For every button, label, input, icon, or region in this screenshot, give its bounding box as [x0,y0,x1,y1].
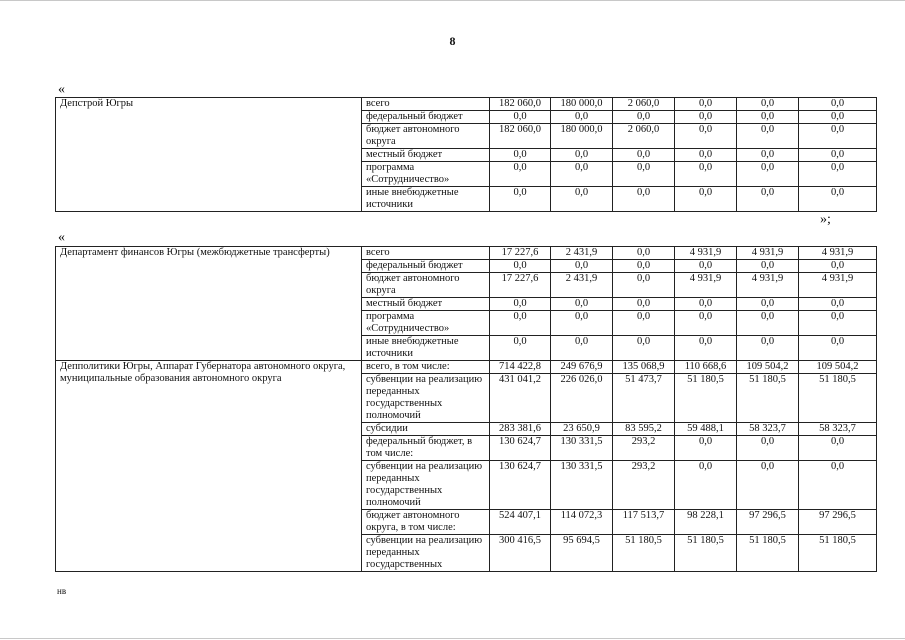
amount-cell: 0,0 [799,298,877,311]
amount-cell: 0,0 [799,436,877,461]
amount-cell: 0,0 [551,298,613,311]
amount-cell: 0,0 [551,187,613,212]
amount-cell: 98 228,1 [675,510,737,535]
amount-cell: 0,0 [799,162,877,187]
amount-cell: 0,0 [737,461,799,510]
amount-cell: 0,0 [613,311,675,336]
amount-cell: 0,0 [737,149,799,162]
amount-cell: 0,0 [613,187,675,212]
amount-cell: 0,0 [490,187,551,212]
amount-cell: 182 060,0 [490,124,551,149]
amount-cell: 0,0 [613,149,675,162]
amount-cell: 51 180,5 [675,535,737,572]
amount-cell: 17 227,6 [490,273,551,298]
table-row [56,98,877,111]
amount-cell: 0,0 [551,162,613,187]
amount-cell: 0,0 [675,298,737,311]
amount-cell: 17 227,6 [490,247,551,260]
amount-cell: 714 422,8 [490,361,551,374]
scan-edge-top [0,0,905,1]
close-quote: »; [820,212,831,227]
amount-cell: 4 931,9 [675,247,737,260]
amount-cell: 0,0 [613,111,675,124]
amount-cell: 0,0 [613,273,675,298]
funding-source: субсидии [362,423,490,436]
amount-cell: 51 180,5 [799,374,877,423]
amount-cell: 23 650,9 [551,423,613,436]
amount-cell: 180 000,0 [551,124,613,149]
open-quote-2: « [58,230,65,245]
amount-cell: 0,0 [551,111,613,124]
funding-source: иные внебюджетные источники [362,187,490,212]
amount-cell: 0,0 [799,98,877,111]
amount-cell: 0,0 [675,461,737,510]
amount-cell: 249 676,9 [551,361,613,374]
funding-source: программа «Сотрудничество» [362,311,490,336]
amount-cell: 0,0 [490,162,551,187]
amount-cell: 130 331,5 [551,436,613,461]
amount-cell: 0,0 [675,336,737,361]
amount-cell: 431 041,2 [490,374,551,423]
amount-cell: 0,0 [799,260,877,273]
funding-source: бюджет автономного округа, в том числе: [362,510,490,535]
amount-cell: 0,0 [551,260,613,273]
amount-cell: 2 431,9 [551,247,613,260]
amount-cell: 0,0 [613,298,675,311]
amount-cell: 130 331,5 [551,461,613,510]
funding-source: программа «Сотрудничество» [362,162,490,187]
amount-cell: 0,0 [737,98,799,111]
amount-cell: 0,0 [799,461,877,510]
amount-cell: 0,0 [737,111,799,124]
amount-cell: 0,0 [737,298,799,311]
amount-cell: 0,0 [799,111,877,124]
amount-cell: 51 180,5 [799,535,877,572]
amount-cell: 135 068,9 [613,361,675,374]
amount-cell: 0,0 [737,162,799,187]
amount-cell: 0,0 [675,187,737,212]
amount-cell: 0,0 [613,336,675,361]
budget-table-depstroy [55,97,877,212]
funding-source: федеральный бюджет, в том числе: [362,436,490,461]
footer-mark: нв [57,586,67,596]
amount-cell: 0,0 [490,311,551,336]
amount-cell: 524 407,1 [490,510,551,535]
amount-cell: 51 473,7 [613,374,675,423]
amount-cell: 4 931,9 [675,273,737,298]
amount-cell: 0,0 [799,311,877,336]
amount-cell: 97 296,5 [737,510,799,535]
organization-name: Департамент финансов Югры (межбюджетные трансферты) [56,247,362,361]
funding-source: всего [362,247,490,260]
amount-cell: 0,0 [551,336,613,361]
amount-cell: 0,0 [490,260,551,273]
amount-cell: 97 296,5 [799,510,877,535]
amount-cell: 4 931,9 [799,247,877,260]
scan-edge-bottom [0,638,905,639]
amount-cell: 0,0 [737,436,799,461]
funding-source: субвенции на реализацию переданных государственных полномочий [362,374,490,423]
amount-cell: 51 180,5 [613,535,675,572]
funding-source: бюджет автономного округа [362,124,490,149]
organization-name: Депстрой Югры [56,98,362,212]
amount-cell: 0,0 [675,149,737,162]
amount-cell: 2 431,9 [551,273,613,298]
budget-table-finance-policy [55,246,877,572]
amount-cell: 109 504,2 [799,361,877,374]
amount-cell: 51 180,5 [737,535,799,572]
amount-cell: 2 060,0 [613,98,675,111]
amount-cell: 0,0 [799,149,877,162]
amount-cell: 110 668,6 [675,361,737,374]
funding-source: федеральный бюджет [362,111,490,124]
amount-cell: 0,0 [737,311,799,336]
table-row [56,247,877,260]
amount-cell: 0,0 [490,298,551,311]
page-number: 8 [449,34,456,48]
amount-cell: 0,0 [551,149,613,162]
amount-cell: 0,0 [737,260,799,273]
amount-cell: 58 323,7 [737,423,799,436]
amount-cell: 0,0 [675,98,737,111]
amount-cell: 130 624,7 [490,436,551,461]
amount-cell: 0,0 [675,162,737,187]
amount-cell: 0,0 [490,149,551,162]
amount-cell: 0,0 [613,162,675,187]
amount-cell: 0,0 [675,436,737,461]
table-row [56,361,877,374]
amount-cell: 4 931,9 [737,247,799,260]
funding-source: федеральный бюджет [362,260,490,273]
funding-source: всего, в том числе: [362,361,490,374]
amount-cell: 0,0 [551,311,613,336]
amount-cell: 0,0 [737,124,799,149]
amount-cell: 0,0 [490,336,551,361]
amount-cell: 0,0 [799,124,877,149]
amount-cell: 182 060,0 [490,98,551,111]
amount-cell: 83 595,2 [613,423,675,436]
amount-cell: 293,2 [613,436,675,461]
amount-cell: 226 026,0 [551,374,613,423]
funding-source: всего [362,98,490,111]
amount-cell: 283 381,6 [490,423,551,436]
amount-cell: 0,0 [675,260,737,273]
amount-cell: 0,0 [799,187,877,212]
amount-cell: 0,0 [490,111,551,124]
amount-cell: 130 624,7 [490,461,551,510]
open-quote-1: « [58,82,65,97]
amount-cell: 114 072,3 [551,510,613,535]
amount-cell: 0,0 [675,124,737,149]
amount-cell: 0,0 [737,187,799,212]
organization-name: Депполитики Югры, Аппарат Губернатора автономного округа, муниципальные образования автономного округа [56,361,362,572]
amount-cell: 0,0 [613,260,675,273]
amount-cell: 300 416,5 [490,535,551,572]
funding-source: местный бюджет [362,298,490,311]
amount-cell: 51 180,5 [675,374,737,423]
amount-cell: 0,0 [613,247,675,260]
funding-source: субвенции на реализацию переданных государственных [362,535,490,572]
funding-source: субвенции на реализацию переданных государственных полномочий [362,461,490,510]
funding-source: иные внебюджетные источники [362,336,490,361]
amount-cell: 293,2 [613,461,675,510]
amount-cell: 4 931,9 [737,273,799,298]
amount-cell: 95 694,5 [551,535,613,572]
amount-cell: 58 323,7 [799,423,877,436]
amount-cell: 4 931,9 [799,273,877,298]
amount-cell: 0,0 [737,336,799,361]
amount-cell: 0,0 [675,311,737,336]
amount-cell: 117 513,7 [613,510,675,535]
amount-cell: 2 060,0 [613,124,675,149]
funding-source: местный бюджет [362,149,490,162]
amount-cell: 109 504,2 [737,361,799,374]
amount-cell: 0,0 [675,111,737,124]
amount-cell: 51 180,5 [737,374,799,423]
amount-cell: 59 488,1 [675,423,737,436]
funding-source: бюджет автономного округа [362,273,490,298]
amount-cell: 180 000,0 [551,98,613,111]
amount-cell: 0,0 [799,336,877,361]
